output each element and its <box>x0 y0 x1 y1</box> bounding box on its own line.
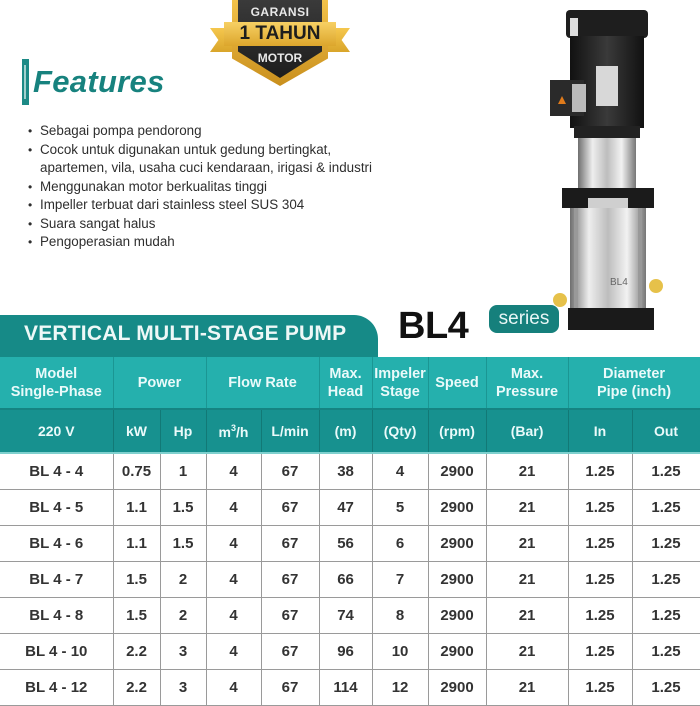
feature-item: • Cocok untuk digunakan untuk gedung bertingkat, <box>28 141 372 160</box>
header-impeler-stage: Impeler Stage <box>372 357 428 409</box>
cell-pressure: 21 <box>486 562 568 598</box>
unit-in: In <box>568 409 632 453</box>
cell-speed: 2900 <box>428 490 486 526</box>
cell-kw: 2.2 <box>113 670 160 706</box>
cell-kw: 0.75 <box>113 453 160 490</box>
table-row <box>0 453 700 490</box>
cell-pressure: 21 <box>486 526 568 562</box>
header-model: Model Single-Phase <box>0 357 113 409</box>
unit-bar: (Bar) <box>486 409 568 453</box>
cell-pipe-in: 1.25 <box>568 562 632 598</box>
cell-hp: 1.5 <box>160 490 206 526</box>
cell-pipe-in: 1.25 <box>568 526 632 562</box>
cell-lmin: 67 <box>261 562 319 598</box>
cell-lmin: 67 <box>261 453 319 490</box>
cell-pipe-out: 1.25 <box>632 453 700 490</box>
header-pipe-diameter: Diameter Pipe (inch) <box>568 357 700 409</box>
cell-pressure: 21 <box>486 598 568 634</box>
features-heading <box>22 58 165 106</box>
badge-line3: MOTOR <box>257 51 303 65</box>
features-title: Features <box>33 64 165 99</box>
feature-item-continuation: apartemen, vila, usaha cuci kendaraan, irigasi & industri <box>40 160 372 175</box>
cell-m3h: 4 <box>206 526 261 562</box>
cell-kw: 1.5 <box>113 598 160 634</box>
header-power: Power <box>113 357 206 409</box>
cell-pipe-in: 1.25 <box>568 670 632 706</box>
feature-item: • Suara sangat halus <box>28 215 372 234</box>
cell-model: BL 4 - 5 <box>0 490 113 526</box>
cell-head: 96 <box>319 634 372 670</box>
cell-head: 114 <box>319 670 372 706</box>
cell-kw: 1.1 <box>113 526 160 562</box>
cell-stage: 12 <box>372 670 428 706</box>
table-row <box>0 670 700 706</box>
cell-lmin: 67 <box>261 490 319 526</box>
header-speed: Speed <box>428 357 486 409</box>
table-body <box>0 453 700 706</box>
table-row <box>0 598 700 634</box>
cell-pressure: 21 <box>486 490 568 526</box>
table-row <box>0 634 700 670</box>
table-header-row <box>0 357 700 409</box>
warranty-badge <box>210 0 350 88</box>
table-row <box>0 562 700 598</box>
cell-model: BL 4 - 7 <box>0 562 113 598</box>
series-badge: series <box>489 305 559 333</box>
pump-product-image <box>548 8 668 338</box>
header-flow-rate: Flow Rate <box>206 357 319 409</box>
cell-pipe-out: 1.25 <box>632 598 700 634</box>
cell-stage: 7 <box>372 562 428 598</box>
unit-lmin: L/min <box>261 409 319 453</box>
cell-m3h: 4 <box>206 598 261 634</box>
feature-item: • Menggunakan motor berkualitas tinggi <box>28 178 372 197</box>
cell-hp: 3 <box>160 670 206 706</box>
cell-speed: 2900 <box>428 453 486 490</box>
cell-pipe-out: 1.25 <box>632 634 700 670</box>
cell-pipe-in: 1.25 <box>568 634 632 670</box>
unit-voltage: 220 V <box>0 409 113 453</box>
cell-lmin: 67 <box>261 634 319 670</box>
cell-pressure: 21 <box>486 453 568 490</box>
features-list <box>28 122 372 252</box>
cell-stage: 5 <box>372 490 428 526</box>
cell-head: 47 <box>319 490 372 526</box>
table-unit-row <box>0 409 700 453</box>
badge-line1: GARANSI <box>250 5 310 19</box>
cell-stage: 8 <box>372 598 428 634</box>
header-max-pressure: Max. Pressure <box>486 357 568 409</box>
header-max-head: Max. Head <box>319 357 372 409</box>
cell-kw: 1.5 <box>113 562 160 598</box>
cell-m3h: 4 <box>206 453 261 490</box>
cell-stage: 6 <box>372 526 428 562</box>
cell-pipe-in: 1.25 <box>568 598 632 634</box>
cell-m3h: 4 <box>206 634 261 670</box>
cell-model: BL 4 - 10 <box>0 634 113 670</box>
feature-item: • Sebagai pompa pendorong <box>28 122 372 141</box>
cell-speed: 2900 <box>428 562 486 598</box>
feature-item: • Pengoperasian mudah <box>28 233 372 252</box>
cell-hp: 2 <box>160 562 206 598</box>
cell-pipe-in: 1.25 <box>568 490 632 526</box>
unit-out: Out <box>632 409 700 453</box>
cell-kw: 2.2 <box>113 634 160 670</box>
cell-pipe-out: 1.25 <box>632 562 700 598</box>
cell-lmin: 67 <box>261 670 319 706</box>
cell-hp: 2 <box>160 598 206 634</box>
cell-speed: 2900 <box>428 634 486 670</box>
cell-lmin: 67 <box>261 526 319 562</box>
cell-m3h: 4 <box>206 562 261 598</box>
svg-text:BL4: BL4 <box>610 277 628 288</box>
cell-head: 66 <box>319 562 372 598</box>
cell-stage: 10 <box>372 634 428 670</box>
feature-item: • Impeller terbuat dari stainless steel SUS 304 <box>28 196 372 215</box>
cell-model: BL 4 - 6 <box>0 526 113 562</box>
cell-model: BL 4 - 12 <box>0 670 113 706</box>
unit-m3h: $m^3/h$ <box>206 409 261 453</box>
unit-hp: Hp <box>160 409 206 453</box>
unit-qty: (Qty) <box>372 409 428 453</box>
unit-m: (m) <box>319 409 372 453</box>
cell-pressure: 21 <box>486 670 568 706</box>
spec-table <box>0 357 700 706</box>
cell-head: 56 <box>319 526 372 562</box>
cell-m3h: 4 <box>206 670 261 706</box>
cell-speed: 2900 <box>428 598 486 634</box>
cell-pressure: 21 <box>486 634 568 670</box>
cell-head: 38 <box>319 453 372 490</box>
banner-title: VERTICAL MULTI-STAGE PUMP <box>24 322 347 345</box>
cell-pipe-in: 1.25 <box>568 453 632 490</box>
unit-rpm: (rpm) <box>428 409 486 453</box>
badge-line2: 1 TAHUN <box>239 23 321 44</box>
cell-kw: 1.1 <box>113 490 160 526</box>
cell-hp: 3 <box>160 634 206 670</box>
cell-model: BL 4 - 8 <box>0 598 113 634</box>
cell-pipe-out: 1.25 <box>632 526 700 562</box>
unit-kw: kW <box>113 409 160 453</box>
cell-speed: 2900 <box>428 670 486 706</box>
cell-m3h: 4 <box>206 490 261 526</box>
cell-pipe-out: 1.25 <box>632 490 700 526</box>
cell-head: 74 <box>319 598 372 634</box>
cell-speed: 2900 <box>428 526 486 562</box>
table-row <box>0 526 700 562</box>
cell-stage: 4 <box>372 453 428 490</box>
cell-pipe-out: 1.25 <box>632 670 700 706</box>
cell-hp: 1 <box>160 453 206 490</box>
model-name: BL4 <box>398 305 469 347</box>
cell-lmin: 67 <box>261 598 319 634</box>
cell-hp: 1.5 <box>160 526 206 562</box>
cell-model: BL 4 - 4 <box>0 453 113 490</box>
table-row <box>0 490 700 526</box>
features-bar-icon <box>22 59 29 105</box>
